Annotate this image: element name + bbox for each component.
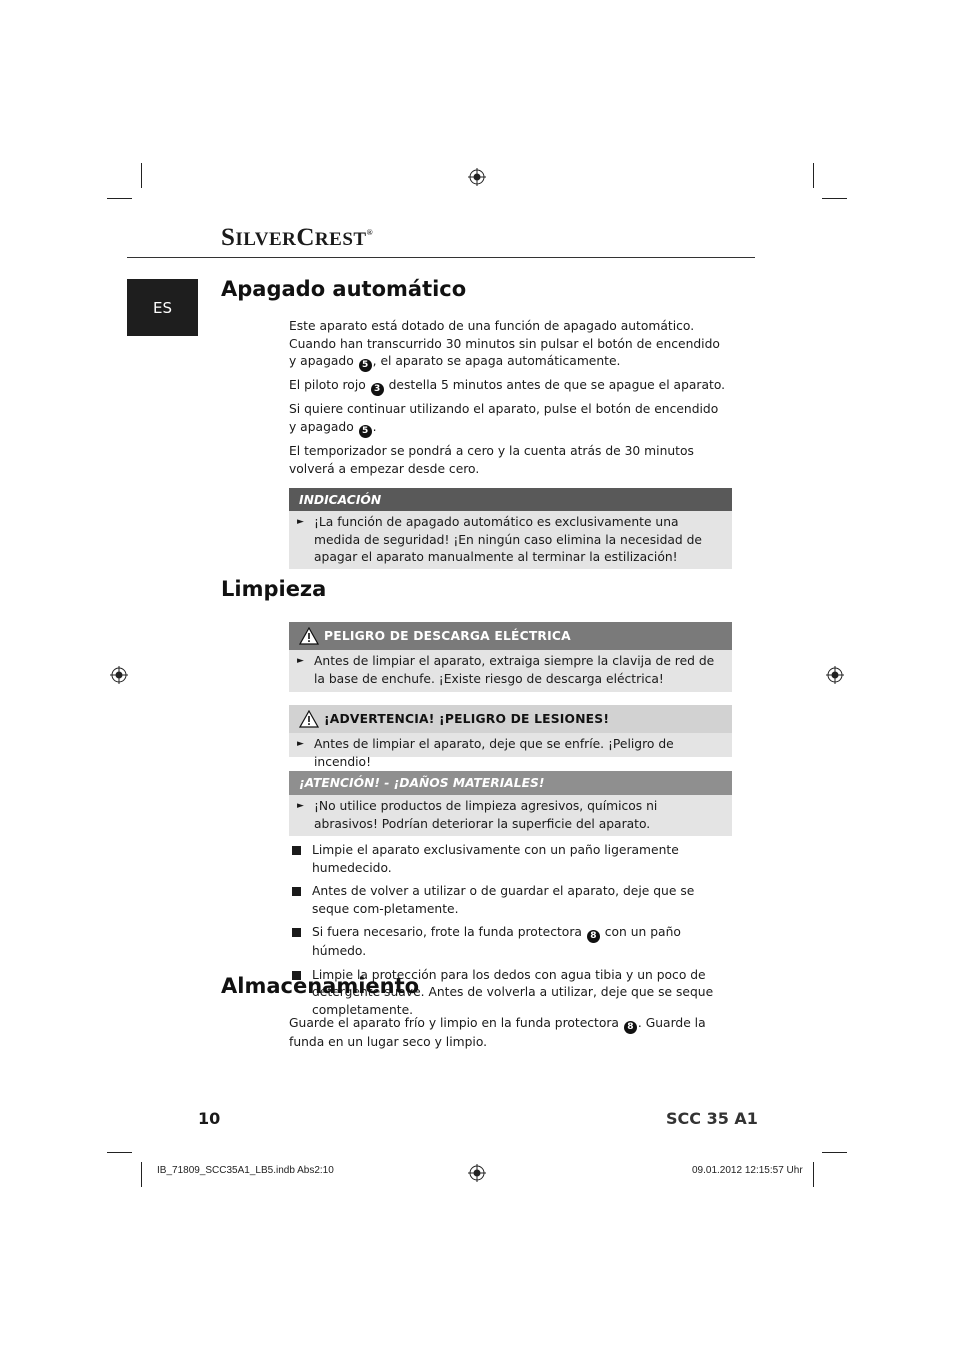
registration-mark-icon [110, 666, 128, 684]
registration-mark-icon [826, 666, 844, 684]
crop-mark [822, 198, 847, 199]
arrow-icon: ► [297, 517, 304, 527]
header-rule [127, 257, 755, 258]
crop-mark [822, 1152, 847, 1153]
section-title-auto-off: Apagado automático [221, 277, 467, 301]
ref-badge: 5 [359, 425, 372, 438]
crop-mark [141, 163, 142, 188]
ref-badge: 5 [359, 359, 372, 372]
caution-box: ¡ATENCIÓN! - ¡DAÑOS MATERIALES! ► ¡No utilice productos de limpieza agresivos, químicos ni abrasivos! Podrían deteriorar la superficie del aparato. [289, 771, 732, 836]
crop-mark [813, 1162, 814, 1187]
print-slug-file: IB_71809_SCC35A1_LB5.indb Abs2:10 [157, 1165, 334, 1176]
danger-title: PELIGRO DE DESCARGA ELÉCTRICA [324, 629, 571, 643]
list-item: Si fuera necesario, frote la funda protectora 8 con un paño húmedo. [292, 924, 732, 961]
list-item: Limpie la protección para los dedos con agua tibia y un poco de detergente suave. Antes de volverla a utilizar, deje que se seque completamente. [292, 967, 732, 1020]
registration-mark-icon [468, 168, 486, 186]
list-item: Limpie el aparato exclusivamente con un paño ligeramente humedecido. [292, 842, 732, 877]
ref-badge: 3 [371, 383, 384, 396]
crop-mark [141, 1162, 142, 1187]
list-item: Antes de volver a utilizar o de guardar el aparato, deje que se seque com-pletamente. [292, 883, 732, 918]
warning-triangle-icon [299, 627, 319, 645]
section-title-cleaning: Limpieza [221, 577, 327, 601]
bullet-square-icon [292, 887, 301, 896]
crop-mark [107, 198, 132, 199]
danger-box: PELIGRO DE DESCARGA ELÉCTRICA ► Antes de limpiar el aparato, extraiga siempre la clavija de red de la base de enchufe. ¡Existe riesgo de descarga eléctrica! [289, 622, 732, 692]
arrow-icon: ► [297, 656, 304, 666]
paragraph: Este aparato está dotado de una función de apagado automático. Cuando han transcurrido 30 minutos sin pulsar el botón de encendido y apagado 5 , el aparato se apaga automáticamente. [289, 319, 720, 370]
caution-title: ¡ATENCIÓN! - ¡DAÑOS MATERIALES! [289, 771, 732, 795]
language-tab: ES [127, 279, 198, 336]
paragraph: El piloto rojo 3 destella 5 minutos antes de que se apague el aparato. [289, 378, 726, 394]
warning-title: ¡ADVERTENCIA! ¡PELIGRO DE LESIONES! [324, 712, 610, 726]
paragraph: Guarde el aparato frío y limpio en la funda protectora 8 . Guarde la funda en un lugar seco y limpio. [289, 1016, 706, 1049]
bullet-square-icon [292, 846, 301, 855]
ref-badge: 8 [624, 1021, 637, 1034]
arrow-icon: ► [297, 739, 304, 749]
registration-mark-icon [468, 1164, 486, 1182]
crop-mark [813, 163, 814, 188]
note-box: INDICACIÓN ► ¡La función de apagado automático es exclusivamente una medida de seguridad! ¡En ningún caso elimina la necesidad de apagar el aparato manualmente al terminar la estilización! [289, 488, 732, 569]
ref-badge: 8 [587, 930, 600, 943]
paragraph: Si quiere continuar utilizando el aparato, pulse el botón de encendido y apagado 5 . [289, 402, 719, 436]
warning-box: ¡ADVERTENCIA! ¡PELIGRO DE LESIONES! ► Antes de limpiar el aparato, deje que se enfríe. ¡Peligro de incendio! [289, 705, 732, 757]
brand-logo: SILVERCREST® [221, 224, 374, 251]
arrow-icon: ► [297, 801, 304, 811]
warning-triangle-icon [299, 710, 319, 728]
crop-mark [107, 1152, 132, 1153]
paragraph: El temporizador se pondrá a cero y la cuenta atrás de 30 minutos volverá a empezar desde cero. [289, 444, 694, 476]
page-number: 10 [198, 1109, 221, 1128]
section-title-storage: Almacenamiento [221, 974, 420, 998]
model-number: SCC 35 A1 [666, 1109, 758, 1128]
print-slug-date: 09.01.2012 12:15:57 Uhr [692, 1165, 803, 1176]
bullet-square-icon [292, 928, 301, 937]
note-title: INDICACIÓN [289, 488, 732, 511]
